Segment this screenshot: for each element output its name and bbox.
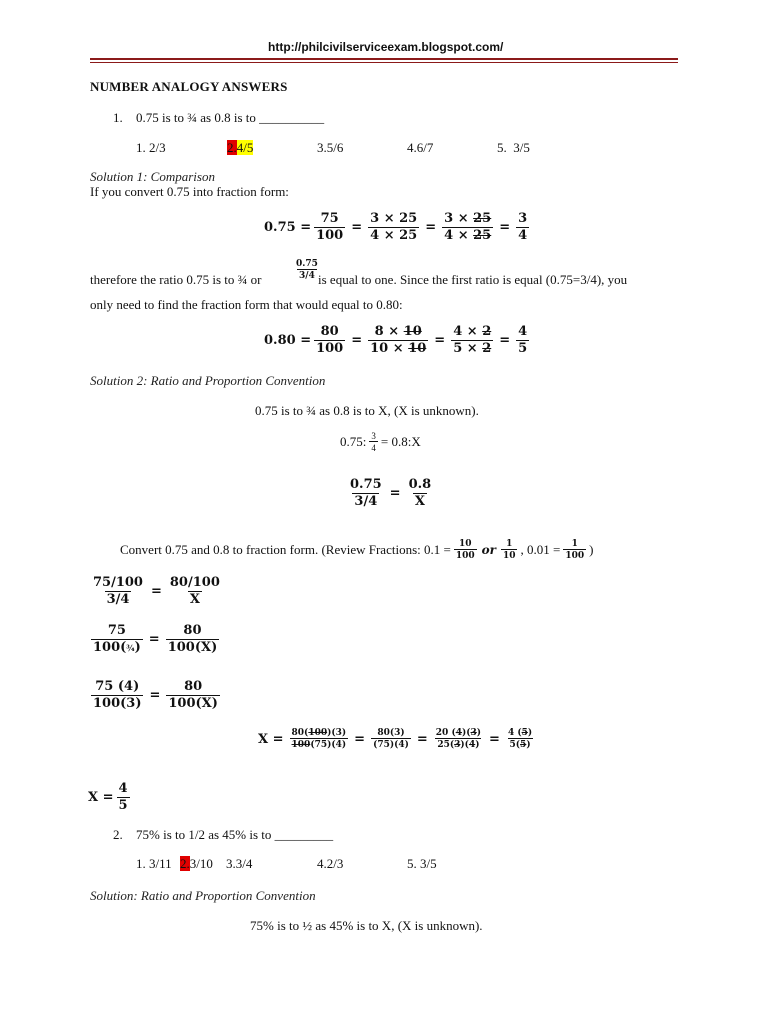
equation-step3: $\frac{75 (4)}{100(3)}$ = $\frac{80}{100(X)}$ (93, 679, 218, 711)
q1-choice-1: 1. 2/3 (136, 140, 166, 155)
header-rule-thin (90, 62, 678, 63)
q2-choice-4: 4.2/3 (317, 856, 344, 871)
equation-080: 0.80 = $\frac{80}{100}$ = $\frac{8 \times 10}{10 \times 10}$ = $\frac{4 \times 2}{5 \times 2}$ = $\frac{4}{5}$ (264, 324, 528, 356)
page-title: NUMBER ANALOGY ANSWERS (90, 79, 288, 94)
equation-x-solve: X = $\frac{80(100)(3)}{100(75)(4)}$ = $\frac{80(3)}{(75)(4)}$ = $\frac{20 (4)(3)}{25(3)(4)}$ = $\frac{4 (5)}{5(5)}$ (258, 728, 533, 751)
solution1-text-line1: therefore the ratio 0.75 is to ¾ or (90, 272, 262, 287)
proportion-colon: 0.75: $\frac{3}{4}$ = 0.8:X (340, 431, 421, 454)
q1-choice-3: 3.5/6 (317, 140, 344, 155)
q2-choice-3: 3.3/4 (226, 856, 253, 871)
q1-choice-4: 4.6/7 (407, 140, 434, 155)
header-rule (90, 58, 678, 60)
solution1-text-line2: only need to find the fraction form that would equal to 0.80: (90, 297, 403, 312)
q2-choice-2-answer: 2.3/10 (180, 856, 213, 871)
q1-choice-2-answer: 2.4/5 (227, 140, 254, 155)
q2-choice-1: 1. 3/11 (136, 856, 172, 871)
solution3-heading: Solution: Ratio and Proportion Convention (90, 888, 316, 903)
header-url[interactable]: http://philcivilserviceexam.blogspot.com/ (268, 40, 504, 54)
equation-step1: $\frac{75/100}{3/4}$ = $\frac{80/100}{X}$ (93, 575, 220, 607)
solution3-statement: 75% is to ½ as 45% is to X, (X is unknown). (250, 918, 483, 933)
equation-step2: $\frac{75}{\text{100(¾)}}$ = $\frac{80}{100(X)}$ (93, 623, 218, 655)
solution1-text-line1b: is equal to one. Since the first ratio is equal (0.75=3/4), you (318, 272, 628, 287)
convert-line: Convert 0.75 and 0.8 to fraction form. (Review Fractions: 0.1 = $\frac{10}{100}$ or $\frac{1}{10}$ , 0.01 = $\frac{1}{100}$ ) (120, 539, 594, 562)
equation-x-result: X = $\frac{4}{5}$ (88, 781, 128, 813)
q2-number: 2. (113, 827, 123, 842)
q2-question: 75% is to 1/2 as 45% is to _________ (136, 827, 334, 842)
ratio-fraction: $\frac{0.75}{3/4}$ (296, 259, 318, 282)
q2-choice-5: 5. 3/5 (407, 856, 437, 871)
solution2-statement: 0.75 is to ¾ as 0.8 is to X, (X is unknown). (255, 403, 479, 418)
q1-question: 0.75 is to ¾ as 0.8 is to __________ (136, 110, 325, 125)
proportion-fraction: $\frac{0.75}{3/4}$ = $\frac{0.8}{X}$ (350, 477, 432, 509)
solution1-heading: Solution 1: Comparison (90, 169, 215, 184)
q1-number: 1. (113, 110, 123, 125)
solution2-heading: Solution 2: Ratio and Proportion Convention (90, 373, 326, 388)
solution1-intro: If you convert 0.75 into fraction form: (90, 184, 289, 199)
q1-choice-5: 5. 3/5 (497, 140, 530, 155)
equation-075: 0.75 = $\frac{75}{100}$ = $\frac{3 \times 25}{4 \times 25}$ = $\frac{3 \times 25}{4 \times 25}$ = $\frac{3}{4}$ (264, 211, 528, 243)
